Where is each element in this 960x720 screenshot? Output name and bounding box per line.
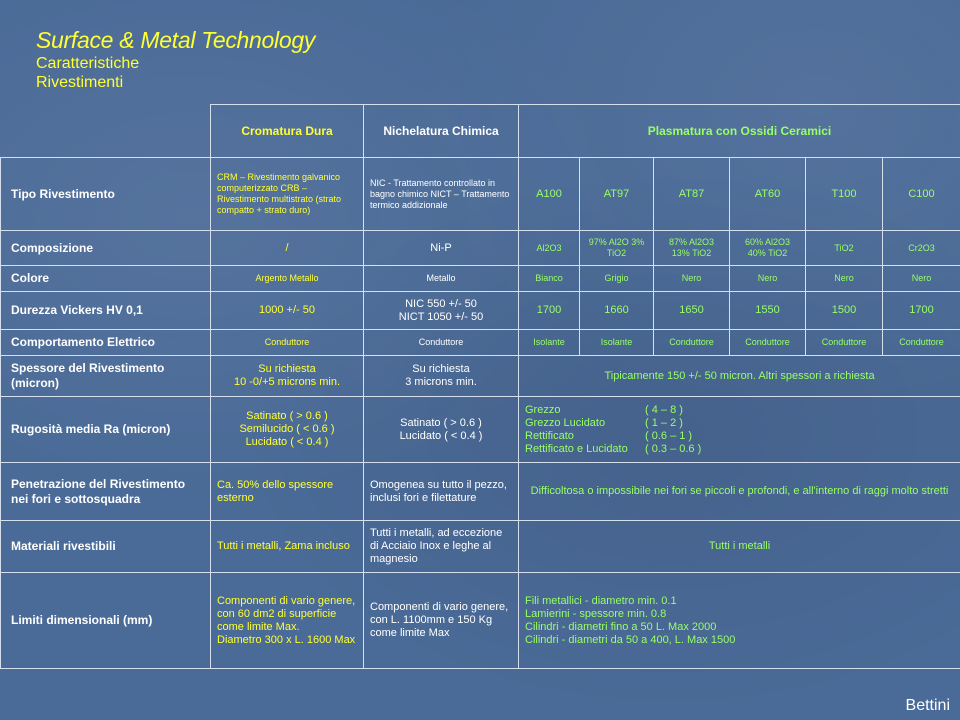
spessore-cromatura-line-1: Su richiesta [258,363,316,375]
cell-materiali-cromatura: Tutti i metalli, Zama incluso [211,521,364,573]
cell-comportamento-plasma-6: Conduttore [883,330,960,356]
title-block [36,26,315,92]
cell-colore-cromatura: Argento Metallo [211,266,364,292]
limiti-plasma-line-4: Cilindri - diametri da 50 a 400, L. Max 1500 [525,633,736,646]
cell-composizione-plasma-3: 87% Al2O3 13% TiO2 [654,231,730,266]
row-label-limiti: Limiti dimensionali (mm) [1,573,211,669]
rugosita-nichelatura-line-2: Lucidato ( < 0.4 ) [399,429,483,442]
cell-spessore-nichelatura [364,356,519,397]
rugosita-plasma-value-2: ( 1 – 2 ) [645,416,683,429]
cell-spessore-cromatura [211,356,364,397]
row-comportamento [1,330,960,356]
cell-spessore-plasma: Tipicamente 150 +/- 50 micron. Altri spessori a richiesta [519,356,960,397]
rugosita-cromatura-line-2: Semilucido ( < 0.6 ) [239,423,335,435]
row-label-durezza: Durezza Vickers HV 0,1 [1,292,211,330]
cell-comportamento-plasma-2: Isolante [580,330,654,356]
cell-penetrazione-plasma: Difficoltosa o impossibile nei fori se piccoli e profondi, e all'interno di raggi molto stretti [519,463,960,521]
rugosita-nichelatura-line-1: Satinato ( > 0.6 ) [400,416,482,429]
limiti-plasma-line-2: Lamierini - spessore min. 0.8 [525,607,667,620]
page-subtitle-1: Caratteristiche [36,55,140,72]
cell-materiali-plasma: Tutti i metalli [519,521,960,573]
cell-colore-plasma-3: Nero [654,266,730,292]
cell-composizione-plasma-1: Al2O3 [519,231,580,266]
row-label-penetrazione: Penetrazione del Rivestimento nei fori e sottosquadra [1,463,211,521]
cell-durezza-plasma-3: 1650 [654,292,730,330]
row-label-composizione: Composizione [1,231,211,266]
cell-rugosita-cromatura [211,397,364,463]
row-penetrazione [1,463,960,521]
cell-composizione-plasma-6: Cr2O3 [883,231,960,266]
cell-colore-nichelatura: Metallo [364,266,519,292]
cell-composizione-nichelatura: Ni-P [364,231,519,266]
row-rugosita [1,397,960,463]
cell-durezza-plasma-6: 1700 [883,292,960,330]
corner-cell [1,105,211,158]
spessore-cromatura-line-2: 10 -0/+5 microns min. [233,376,341,388]
row-tipo [1,158,960,231]
rugosita-cromatura-line-1: Satinato ( > 0.6 ) [246,410,328,422]
cell-tipo-plasma-5: T100 [806,158,883,231]
rugosita-cromatura-line-3: Lucidato ( < 0.4 ) [245,436,329,448]
row-label-spessore: Spessore del Rivestimento (micron) [1,356,211,397]
limiti-plasma-line-1: Fili metallici - diametro min. 0.1 [525,594,677,607]
rugosita-plasma-value-1: ( 4 – 8 ) [645,403,683,416]
page-title: Surface & Metal Technology [36,27,316,53]
row-label-rugosita: Rugosità media Ra (micron) [1,397,211,463]
cell-limiti-cromatura [211,573,364,669]
cell-tipo-nichelatura: NIC - Trattamento controllato in bagno chimico NICT – Trattamento termico addizionale [364,158,519,231]
cell-durezza-plasma-1: 1700 [519,292,580,330]
spessore-nichelatura-line-1: Su richiesta [412,363,470,375]
row-label-comportamento: Comportamento Elettrico [1,330,211,356]
row-composizione [1,231,960,266]
rugosita-plasma-value-3: ( 0.6 – 1 ) [645,429,693,442]
cell-durezza-plasma-4: 1550 [730,292,806,330]
rugosita-plasma-name-2: Grezzo Lucidato [525,416,606,429]
cell-colore-plasma-6: Nero [883,266,960,292]
cell-rugosita-plasma [519,397,960,463]
cell-tipo-plasma-3: AT87 [654,158,730,231]
header-nichelatura: Nichelatura Chimica [364,105,519,158]
cell-comportamento-plasma-5: Conduttore [806,330,883,356]
cell-composizione-plasma-5: TiO2 [806,231,883,266]
rugosita-plasma-name-1: Grezzo [525,403,561,416]
cell-durezza-nichelatura [364,292,519,330]
cell-composizione-plasma-4: 60% Al2O3 40% TiO2 [730,231,806,266]
cell-tipo-cromatura: CRM – Rivestimento galvanico computerizzato CRB – Rivestimento multistrato (strato compatto + strato duro) [211,158,364,231]
cell-comportamento-nichelatura: Conduttore [364,330,519,356]
cell-durezza-cromatura: 1000 +/- 50 [211,292,364,330]
spessore-nichelatura-line-2: 3 microns min. [405,376,477,388]
row-durezza [1,292,960,330]
cell-colore-plasma-4: Nero [730,266,806,292]
row-label-materiali: Materiali rivestibili [1,521,211,573]
durezza-nichelatura-line-2: NICT 1050 +/- 50 [398,310,484,323]
cell-comportamento-plasma-4: Conduttore [730,330,806,356]
cell-colore-plasma-2: Grigio [580,266,654,292]
limiti-plasma-line-3: Cilindri - diametri fino a 50 L. Max 2000 [525,620,717,633]
rugosita-plasma-name-3: Rettificato [525,429,574,442]
row-colore [1,266,960,292]
cell-comportamento-plasma-1: Isolante [519,330,580,356]
rugosita-plasma-list [525,404,954,456]
cell-tipo-plasma-1: A100 [519,158,580,231]
author-name: Bettini [905,697,950,714]
cell-materiali-nichelatura: Tutti i metalli, ad eccezione di Acciaio Inox e leghe al magnesio [364,521,519,573]
header-row [1,105,960,158]
cell-comportamento-plasma-3: Conduttore [654,330,730,356]
cell-limiti-nichelatura: Componenti di vario genere, con L. 1100mm e 150 Kg come limite Max [364,573,519,669]
coatings-comparison-table [0,104,960,669]
cell-durezza-plasma-2: 1660 [580,292,654,330]
cell-penetrazione-nichelatura: Omogenea su tutto il pezzo, inclusi fori e filettature [364,463,519,521]
rugosita-plasma-value-4: ( 0.3 – 0.6 ) [645,442,702,455]
row-label-colore: Colore [1,266,211,292]
row-label-tipo: Tipo Rivestimento [1,158,211,231]
cell-tipo-plasma-6: C100 [883,158,960,231]
header-plasmatura: Plasmatura con Ossidi Ceramici [519,105,960,158]
cell-composizione-plasma-2: 97% Al2O 3% TiO2 [580,231,654,266]
cell-composizione-cromatura: / [211,231,364,266]
cell-limiti-plasma [519,573,960,669]
cell-tipo-plasma-2: AT97 [580,158,654,231]
limiti-cromatura-line-2: Diametro 300 x L. 1600 Max [217,633,356,646]
rugosita-plasma-name-4: Rettificato e Lucidato [525,442,628,455]
cell-tipo-plasma-4: AT60 [730,158,806,231]
cell-durezza-plasma-5: 1500 [806,292,883,330]
cell-comportamento-cromatura: Conduttore [211,330,364,356]
durezza-nichelatura-line-1: NIC 550 +/- 50 [405,297,477,310]
page-subtitle-2: Rivestimenti [36,74,124,91]
row-materiali [1,521,960,573]
cell-colore-plasma-1: Bianco [519,266,580,292]
row-limiti [1,573,960,669]
header-cromatura: Cromatura Dura [211,105,364,158]
limiti-cromatura-line-1: Componenti di vario genere, con 60 dm2 di superficie come limite Max. [217,594,356,633]
cell-penetrazione-cromatura: Ca. 50% dello spessore esterno [211,463,364,521]
row-spessore [1,356,960,397]
cell-colore-plasma-5: Nero [806,266,883,292]
cell-rugosita-nichelatura [364,397,519,463]
